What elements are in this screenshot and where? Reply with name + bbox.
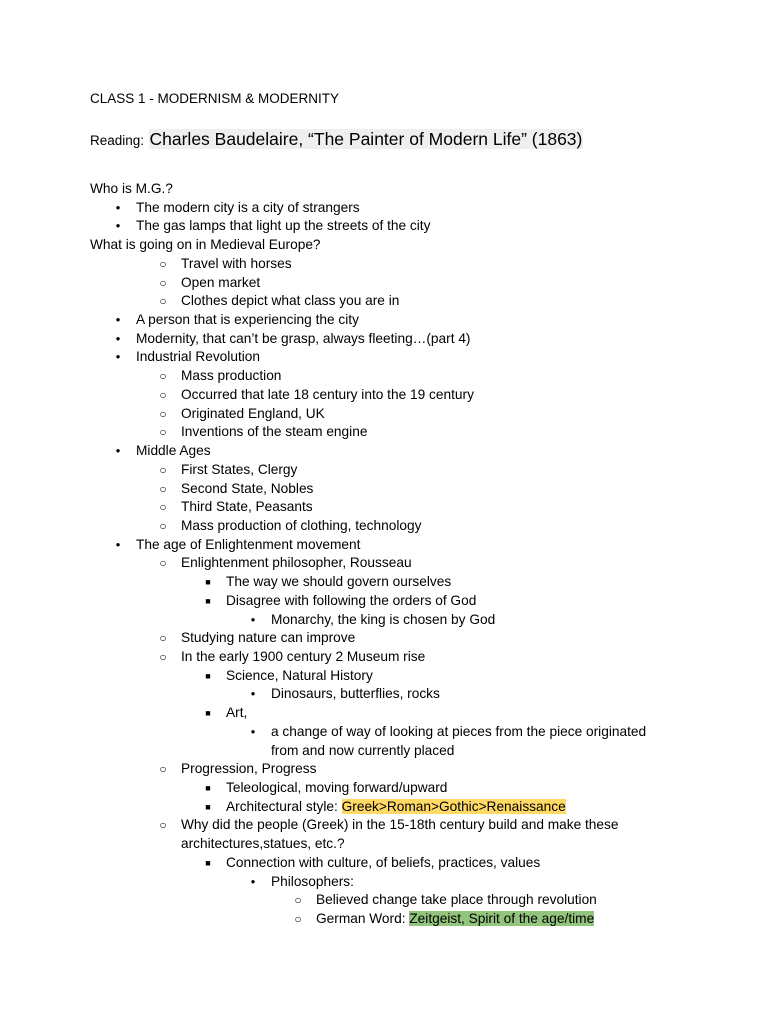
bullet-icon: ●	[250, 689, 256, 699]
note-text-main: First States, Clergy	[181, 461, 298, 477]
note-text	[181, 367, 281, 385]
note-text	[181, 648, 425, 666]
note-text	[181, 461, 297, 479]
bullet-icon: ○	[159, 481, 167, 496]
note-text	[181, 274, 260, 292]
bullet-icon: ○	[159, 462, 167, 477]
bullet-icon: ●	[115, 446, 121, 456]
bullet-icon: ○	[159, 650, 167, 664]
bullet-icon: ○	[159, 275, 167, 290]
note-text-main: Why did the people (Greek) in the 15-18th century build and make these	[181, 817, 619, 833]
note-text-main: Modernity, that can’t be grasp, always fleeting…(part 4)	[136, 330, 471, 346]
note-text-main: Connection with culture, of beliefs, practices, values	[226, 854, 541, 870]
note-text	[226, 667, 373, 685]
note-text-main: The age of Enlightenment movement	[136, 536, 361, 552]
note-text-main: Architectural style:	[226, 798, 342, 814]
note-text-main: What is going on in Medieval Europe?	[90, 237, 321, 253]
note-text-main: Science, Natural History	[226, 667, 373, 683]
note-text-main: The gas lamps that light up the streets of the city	[136, 218, 431, 234]
note-text-main: Mass production	[181, 368, 282, 384]
note-text	[181, 760, 316, 778]
note-text	[90, 180, 173, 198]
note-text-main: German Word:	[316, 911, 410, 927]
note-text	[181, 629, 355, 647]
note-text-main: Middle Ages	[136, 443, 211, 459]
note-text-main: Disagree with following the orders of God	[226, 592, 477, 608]
note-text	[271, 873, 354, 891]
note-text-main: architectures,statues, etc.?	[181, 836, 345, 852]
note-text-main: Inventions of the steam engine	[181, 424, 368, 440]
reading-title: Charles Baudelaire, “The Painter of Modern Life” (1863)	[149, 129, 583, 149]
bullet-icon: ○	[159, 387, 167, 402]
bullet-icon: ●	[250, 726, 256, 736]
bullet-icon: ●	[115, 333, 121, 343]
note-text	[226, 798, 566, 816]
bullet-icon: ●	[115, 352, 121, 362]
note-text-main: from and now currently placed	[271, 742, 455, 758]
note-text	[226, 592, 476, 610]
bullet-icon: ○	[159, 762, 167, 777]
note-text	[136, 348, 260, 366]
bullet-icon: ○	[159, 518, 167, 533]
bullet-icon: ○	[159, 406, 167, 421]
bullet-icon: ○	[159, 818, 167, 833]
bullet-icon: ○	[294, 912, 302, 927]
bullet-icon: ●	[115, 315, 121, 325]
note-text	[271, 685, 440, 703]
note-text-main: Occurred that late 18 century into the 19 century	[181, 386, 474, 402]
bullet-icon: ●	[115, 221, 121, 231]
note-text	[136, 199, 360, 217]
bullet-icon: ■	[205, 801, 211, 812]
note-text-main: Open market	[181, 274, 261, 290]
note-text	[271, 611, 495, 629]
note-text-main: Who is M.G.?	[90, 181, 173, 196]
highlighted-text: Greek>Roman>Gothic>Renaissance	[341, 798, 566, 814]
note-text-main: Second State, Nobles	[181, 480, 314, 496]
note-text-main: Progression, Progress	[181, 761, 317, 777]
note-text-main: Philosophers:	[271, 873, 354, 889]
note-text	[226, 573, 451, 591]
note-text-main: Teleological, moving forward/upward	[226, 780, 448, 796]
note-text	[181, 517, 421, 535]
note-text-main: Clothes depict what class you are in	[181, 293, 400, 309]
note-text-main: Travel with horses	[181, 255, 292, 271]
note-text	[181, 835, 345, 853]
note-text	[181, 423, 367, 441]
bullet-icon: ●	[250, 876, 256, 886]
bullet-icon: ○	[159, 425, 167, 440]
bullet-icon: ○	[159, 256, 167, 271]
note-text	[226, 704, 247, 722]
note-text	[226, 854, 540, 872]
note-text-main: The way we should govern ourselves	[226, 574, 452, 590]
note-text-main: Believed change take place through revolution	[316, 892, 597, 908]
bullet-icon: ■	[205, 595, 211, 606]
note-text	[136, 311, 359, 329]
bullet-icon: ●	[115, 202, 121, 212]
bullet-icon: ○	[159, 500, 167, 515]
bullet-icon: ○	[159, 369, 167, 384]
note-text	[271, 723, 646, 741]
note-text-main: Third State, Peasants	[181, 499, 313, 515]
reading-label: Reading:	[90, 133, 145, 148]
note-text	[136, 330, 471, 348]
page-title: CLASS 1 - MODERNISM & MODERNITY	[90, 91, 340, 106]
bullet-icon: ●	[250, 614, 256, 624]
bullet-icon: ■	[205, 857, 211, 868]
highlighted-text: Zeitgeist, Spirit of the age/time	[409, 911, 595, 927]
bullet-icon: ○	[159, 294, 167, 309]
reading-line	[90, 129, 583, 150]
note-text-main: Studying nature can improve	[181, 630, 356, 646]
bullet-icon: ■	[205, 708, 211, 719]
note-text	[316, 891, 597, 909]
note-text-main: Monarchy, the king is chosen by God	[271, 611, 496, 627]
bullet-icon: ■	[205, 783, 211, 794]
bullet-icon: ○	[294, 893, 302, 908]
note-text	[271, 742, 454, 760]
note-text	[136, 536, 360, 554]
note-text-main: The modern city is a city of strangers	[136, 199, 360, 215]
note-text	[136, 442, 211, 460]
bullet-icon: ○	[159, 631, 167, 646]
bullet-icon: ■	[205, 670, 211, 681]
note-text-main: Dinosaurs, butterflies, rocks	[271, 686, 440, 702]
note-text-main: Originated England, UK	[181, 405, 325, 421]
note-text	[181, 405, 325, 423]
bullet-icon: ●	[115, 539, 121, 549]
note-text-main: Mass production of clothing, technology	[181, 517, 422, 533]
note-text-main: Industrial Revolution	[136, 349, 261, 365]
note-text-main: In the early 1900 century 2 Museum rise	[181, 649, 426, 664]
note-text	[181, 480, 313, 498]
note-text	[181, 816, 619, 834]
note-text	[181, 498, 313, 516]
note-text	[181, 255, 292, 273]
bullet-icon: ■	[205, 577, 211, 588]
note-text	[226, 779, 447, 797]
note-text	[181, 292, 399, 310]
note-text	[316, 910, 594, 928]
note-text	[181, 554, 412, 572]
note-text-main: a change of way of looking at pieces from the piece originated	[271, 723, 647, 739]
note-text	[181, 386, 474, 404]
note-text-main: A person that is experiencing the city	[136, 312, 359, 328]
bullet-icon: ○	[159, 556, 167, 571]
note-text	[90, 236, 321, 254]
note-text-main: Art,	[226, 705, 248, 721]
note-text-main: Enlightenment philosopher, Rousseau	[181, 555, 412, 571]
note-text	[136, 217, 430, 235]
